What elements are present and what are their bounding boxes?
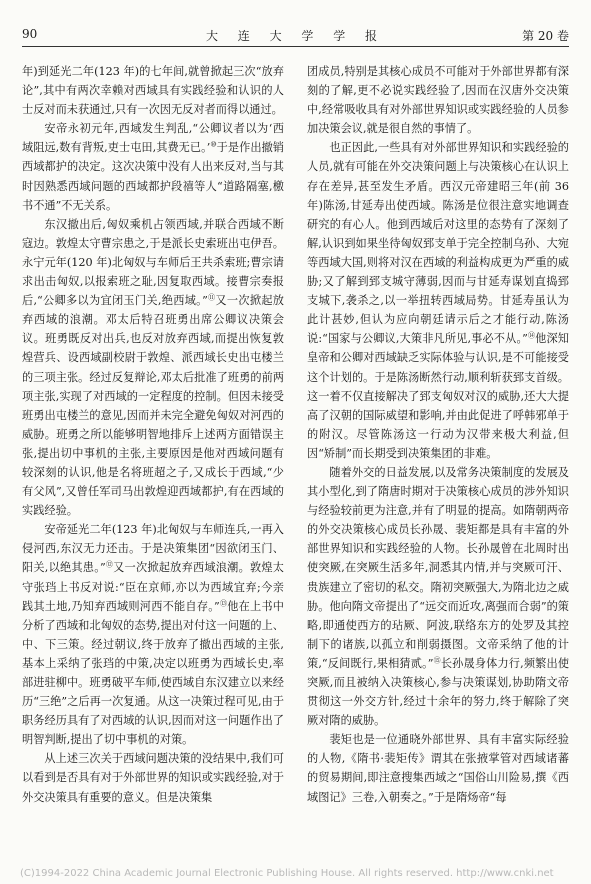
paragraph [22, 119, 284, 214]
paragraph-text: 安帝延光二年(123 年)北匈奴与车师连兵,一再入侵河西,东汉无力还击。于是决策集团“因欲闭玉门、阳关,以绝其患。” [22, 523, 284, 575]
journal-title: 大 连 大 学 学 报 [205, 29, 386, 43]
paragraph [307, 463, 569, 730]
page-header [22, 24, 569, 47]
copyright-watermark: (C)1994-2022 China Academic Journal Electronic Publishing House. All rights reserved. http://www.cnki.net [20, 868, 554, 879]
paragraph-text: 也正因此,一些具有对外部世界知识和实践经验的人员,就有可能在外交决策问题上与决策核心在认识上存在差异,甚至发生矛盾。西汉元帝建昭三年(前 36 年)陈汤,甘延寿出使西域。陈汤是位很注意实地调查研究的有心人。他到西域后对这里的态势有了深刻了解,认识到如果坐待匈奴郅支单于完全控制乌孙、大宛等西域大国,则将对汉在西域的利益构成更为严重的威胁;又了解到郅支城守薄弱,因而与甘延寿谋划直捣郅支城下,袭杀之,以一举扭转西域局势。甘延寿虽认为此计甚妙,但认为应向朝廷请示后之才能行动,陈汤说:“国家与公卿议,大策非凡所见,事必不从。” [307, 141, 569, 346]
footnote-marker: ⑭ [527, 331, 536, 340]
footnote-marker: ⑫ [105, 560, 114, 569]
left-column [22, 62, 284, 862]
page-number: 90 [22, 27, 38, 41]
paragraph-text: 安帝永初元年,西域发生判乱,“公卿议者以为‘西域阻远,数有背叛,吏士屯田,其费无已。’ [22, 122, 284, 155]
paragraph-text: 他在上书中分析了西域和北匈奴的态势,提出对付这一问题的上、中、下三策。经过朝议,终于放弃了撤出西域的主张,基本上采纳了张珰的中策,决定以班勇为西域长史,率部进驻柳中。班勇破平车师,使西域自东汉建立以来经历“三绝”之后再一次复通。从这一决策过程可见,由于职务经历具有了对西域的认识,因而对这一问题作出了明智判断,提出了切中事机的对策。 [22, 599, 284, 747]
paragraph [22, 62, 284, 119]
footnote-marker: ⑪ [207, 293, 216, 302]
paragraph-text: 从上述三次关于西域问题决策的没结果中,我们可以看到是否具有对于外部世界的知识或实践经验,对于外交决策具有重要的意义。但是决策集 [22, 752, 284, 804]
volume-label: 第 20 卷 [522, 29, 569, 43]
paragraph-text: 东汉撤出后,匈奴乘机占领西域,并联合西域不断寇边。敦煌太守曹宗患之,于是派长史索班出屯伊吾。永宁元年(120 年)北匈奴与车师后王共杀索班;曹宗请求出击匈奴,以报索班之耻,因复取西域。接曹宗奏报后,“公卿多以为宜闭玉门关,绝西域。” [22, 217, 284, 308]
footnote-marker: ⑬ [219, 598, 228, 607]
paragraph-text: 他深知皇帝和公卿对西域缺乏实际体验与认识,是不可能接受这个计划的。于是陈汤断然行动,顺利斩获郅支首级。这一着不仅直接解决了郅支匈奴对汉的威胁,还大大提高了汉朝的国际威望和影响,并由此促进了呼韩邪单于的附汉。尽管陈汤这一行动为汉带来极大利益,但因“矫制”而长期受到决策集团的非难。 [307, 332, 569, 460]
paragraph-text: 于是作出撤销西域都护的决定。这次决策中没有人出来反对,当与其时因熟悉西域问题的西域都护段禧等人“道路隔塞,檄书不通”不无关系。 [22, 141, 284, 212]
paragraph-text: 年)到延光二年(123 年)的七年间,就曾掀起三次“放弃论”,其中有两次幸赖对西域具有实践经验和认识的人士反对而未获通过,只有一次因无反对者而得以通过。 [22, 65, 284, 117]
paragraph-text: 团成员,特别是其核心成员不可能对于外部世界都有深刻的了解,更不必说实践经验了,因而在汉唐外交决策中,经常吸收具有对外部世界知识或实践经验的人员参加决策会议,就是很自然的事情了。 [307, 65, 569, 136]
paragraph-text: 又一次掀起放弃西域的浪潮。邓太后特召班勇出席公卿议决策会议。班勇既反对出兵,也反对放弃西域,而提出恢复敦煌营兵、设西域副校尉于敦煌、派西域长史出屯楼兰的三项主张。经过反复辩论,邓太后批准了班勇的前两项主张,实现了对西域的一定程度的控制。但因未接受班勇出屯楼兰的意见,因而并未完全避免匈奴对河西的威胁。班勇之所以能够明智地排斥上述两方面错误主张,提出切中事机的主张,主要原因是他对西域问题有较深刻的认识,他是名将班超之子,又成长于西域,“少有父风”,又曾任军司马出敦煌迎西域都护,有在西域的实践经验。 [22, 294, 284, 518]
article-body [22, 62, 569, 862]
footnote-marker: ⑮ [433, 656, 441, 665]
footnote-marker: ⑩ [210, 140, 217, 149]
paragraph [22, 520, 284, 749]
paragraph [22, 215, 284, 521]
paragraph-text: 随着外交的日益发展,以及常务决策制度的发展及其小型化,到了隋唐时期对于决策核心成员的涉外知识与经验较前更为注意,并有了明显的提高。如隋朝两帝的外交决策核心成员长孙晟、裴矩都是具有丰富的外部世界知识和实践经验的人物。长孙晟曾在北周时出使突厥,在突厥生活多年,洞悉其内情,并与突厥可汗、贵族建立了密切的私交。隋初突厥强大,为隋北边之威胁。他向隋文帝提出了“远交而近攻,离强而合弱”的策略,即通使西方的玷厥、阿波,联络东方的处罗及其控制下的诸族,以孤立和削弱摄图。文帝采纳了他的计策,“反间既行,果相猜贰。” [307, 465, 569, 670]
paragraph-text: 又一次掀起放弃西域浪潮。敦煌太守张珰上书反对说:“臣在京师,亦以为西域宜弃;今亲践其土地,乃知弃西域则河西不能自存。” [22, 561, 284, 613]
paragraph-text: 裴矩也是一位通晓外部世界、具有丰富实际经验的人物,《隋书·裴矩传》谓其在张掖掌管对西域诸蕃的贸易期间,即注意搜集西域之“国俗山川险易,撰《西域图记》三卷,入朝奏之。”于是隋炀帝“每 [307, 733, 569, 804]
paragraph [307, 62, 569, 138]
paragraph [22, 749, 284, 806]
right-column [307, 62, 569, 862]
paragraph [307, 138, 569, 463]
paragraph-text: 长孙晟身体力行,频繁出使突厥,而且被纳入决策核心,参与决策谋划,协助隋文帝贯彻这一外交方针,经过十余年的努力,终于解除了突厥对隋的威胁。 [307, 656, 569, 728]
paragraph [307, 730, 569, 806]
